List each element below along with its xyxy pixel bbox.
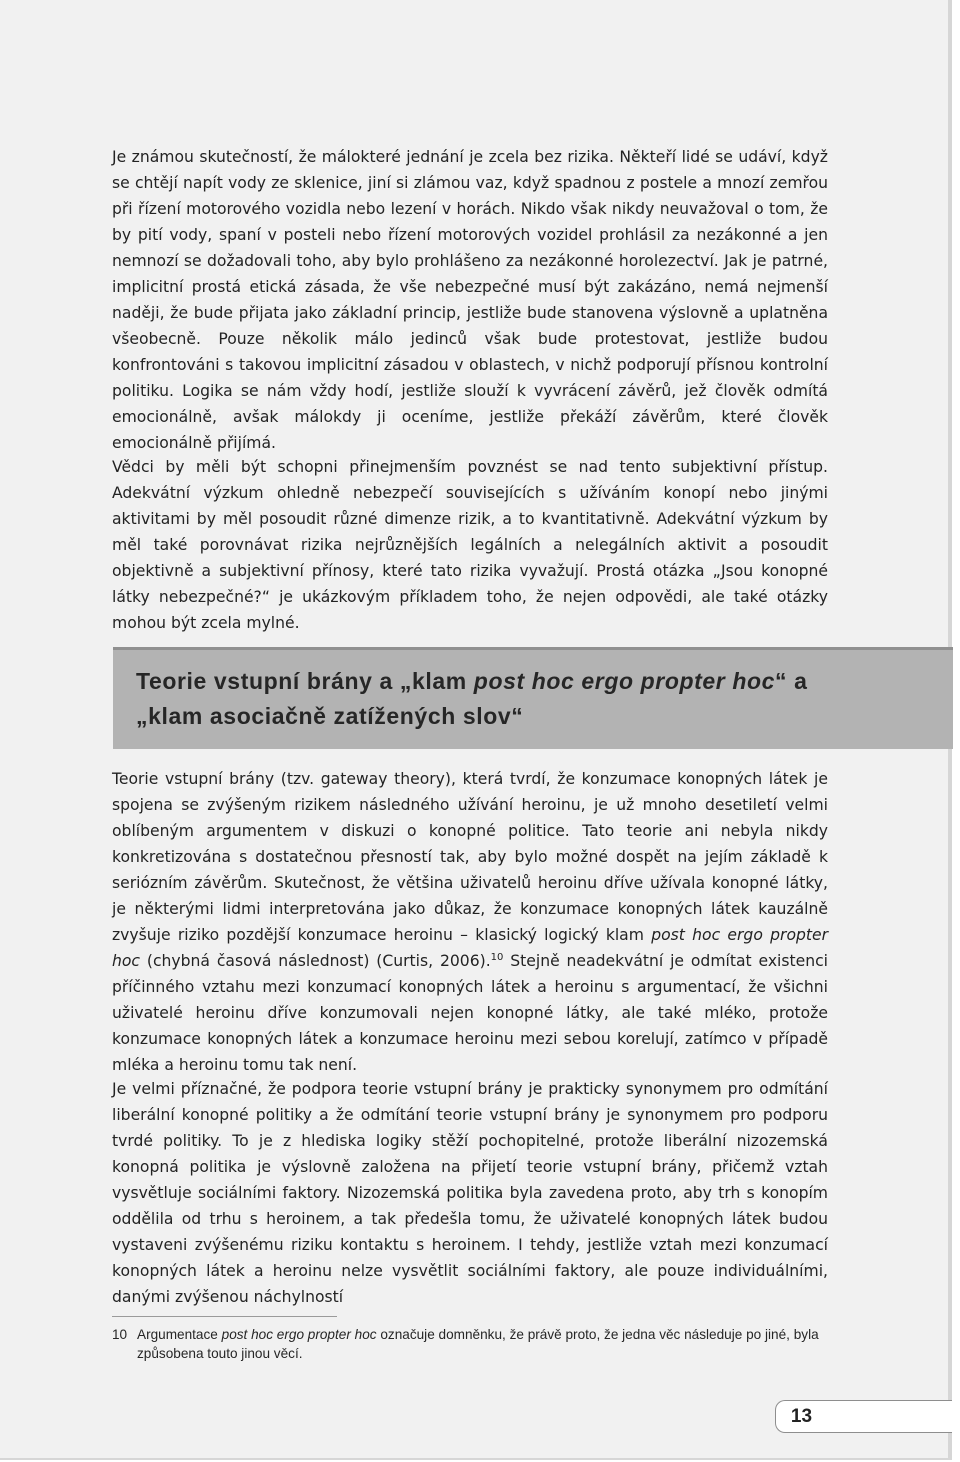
- page-number-strip: [826, 1400, 952, 1433]
- gateway-text-before: Teorie vstupní brány (tzv. gateway theory), která tvrdí, že konzumace konopných látek je spojena se zvýšeným rizikem následného užívání heroinu, je už mnoho desetiletí velmi oblíbeným argumentem v diskuzi o konopné politice. Tato teorie ani nebyla nikdy konkretizována s dostatečnou přesností tak, aby bylo možné dospět na jejím základě k seriózním závěrům. Skutečnost, že většina uživatelů heroinu dříve užívala konopné látky, je některými lidmi interpretována jako důkaz, že konzumace konopných látek kauzálně zvyšuje riziko pozdější konzumace heroinu – klasický logický klam: [112, 770, 828, 944]
- paragraph-dutch-policy: Je velmi příznačné, že podpora teorie vstupní brány je prakticky synonymem pro odmítání liberální konopné politiky a že odmítání teorie vstupní brány je synonymem pro podporu tvrdé politiky. To je z hlediska logiky stěží pochopitelné, protože liberální nizozemská konopná politika je výslovně založena na přijetí teorie vstupní brány, přičemž vztah vysvětluje sociálními faktory. Nizozemská politika byla zavedena proto, aby trh s konopím oddělila od trhu s heroinem, a tak předešla tomu, že uživatelé konopných látek budou vystaveni zvýšenému riziku kontaktu s heroinem. I tehdy, jestliže vztah mezi konzumací konopných látek a heroinu nelze vysvětlit sociálními faktory, ale pouze individuálními, danými zvýšenou náchylností: [112, 1080, 828, 1306]
- paragraph-intro: Je známou skutečností, že málokteré jednání je zcela bez rizika. Někteří lidé se udáví, když se chtějí napít vody ze sklenice, jiní si zlámou vaz, když spadnou z postele a mnozí zemřou při řízení motorového vozidla nebo lezení v horách. Nikdo však nikdy neuvažoval o tom, že by pití vody, spaní v posteli nebo řízení motorových vozidel prohlásil za nezákonné a jen nemnozí se dožadovali toho, aby bylo prohlášeno za nezákonné horolezectví. Jak je patrné, implicitní prostá etická zásada, že vše nebezpečné musí být zakázáno, nemá nejmenší naději, že bude přijata jako základní princip, jestliže bude stanovena výslovně a uplatněna všeobecně. Pouze několik málo jedinců však bude protestovat, jestliže budou konfrontováni s takovou implicitní zásadou v oblastech, v nichž podporují přísnou kontrolní politiku. Logika se nám vždy hodí, jestliže slouží k vyvrácení závěrů, jež člověk odmítá emocionálně, avšak málokdy ji oceníme, jestliže překáží závěrům, které člověk emocionálně přijímá.: [112, 148, 828, 452]
- paragraph-gateway-theory: [112, 766, 828, 1078]
- footnote-text: [137, 1325, 832, 1363]
- gateway-text-after: Stejně neadekvátní je odmítat existenci příčinného vztahu mezi konzumací konopných látek a heroinu s argumentací, že všichni uživatelé heroinu dříve konzumovali nejen konopné látky, ale také mléko, protože konzumace konopných látek a konzumace heroinu mezi sebou korelují, zatímco v případě mléka a heroinu tomu tak není.: [112, 952, 828, 1074]
- page-number: 13: [775, 1400, 827, 1433]
- footnote: [112, 1325, 832, 1363]
- footnote-text-before: Argumentace: [137, 1327, 222, 1342]
- section-heading-box: [113, 647, 953, 749]
- footnote-italic-term: post hoc ergo propter hoc: [221, 1327, 377, 1342]
- gateway-text-mid: (chybná časová následnost) (Curtis, 2006).: [140, 952, 491, 970]
- section-heading: [136, 664, 816, 734]
- footnote-divider: [112, 1316, 337, 1317]
- footnote-number: 10: [112, 1327, 128, 1342]
- footnote-reference[interactable]: 10: [490, 951, 504, 963]
- gateway-text-italic: post hoc ergo propter hoc: [112, 926, 829, 970]
- section-heading-italic: post hoc ergo propter hoc: [473, 668, 776, 694]
- paragraph-research: Vědci by měli být schopni přinejmenším povznést se nad tento subjektivní přístup. Adekvátní výzkum ohledně nebezpečí souvisejících s užíváním konopí nebo jinými aktivitami by měl posoudit různé dimenze rizik, a to kvantitativně. Adekvátní výzkum by měl také porovnávat rizika nejrůznějších legálních a nelegálních aktivit a posoudit objektivně a subjektivní přínosy, které tato rizika vyvažují. Prostá otázka „Jsou konopné látky nebezpečné?“ je ukázkovým příkladem toho, že nejen odpovědi, ale také otázky mohou být zcela mylné.: [112, 458, 828, 632]
- footnote-text-after: označuje domněnku, že právě proto, že jedna věc následuje po jiné, byla způsobena touto jinou věcí.: [137, 1327, 819, 1361]
- section-heading-part1: Teorie vstupní brány a „klam: [136, 668, 474, 694]
- section-heading-part3: “ a „klam asociačně zatížených slov“: [136, 668, 808, 729]
